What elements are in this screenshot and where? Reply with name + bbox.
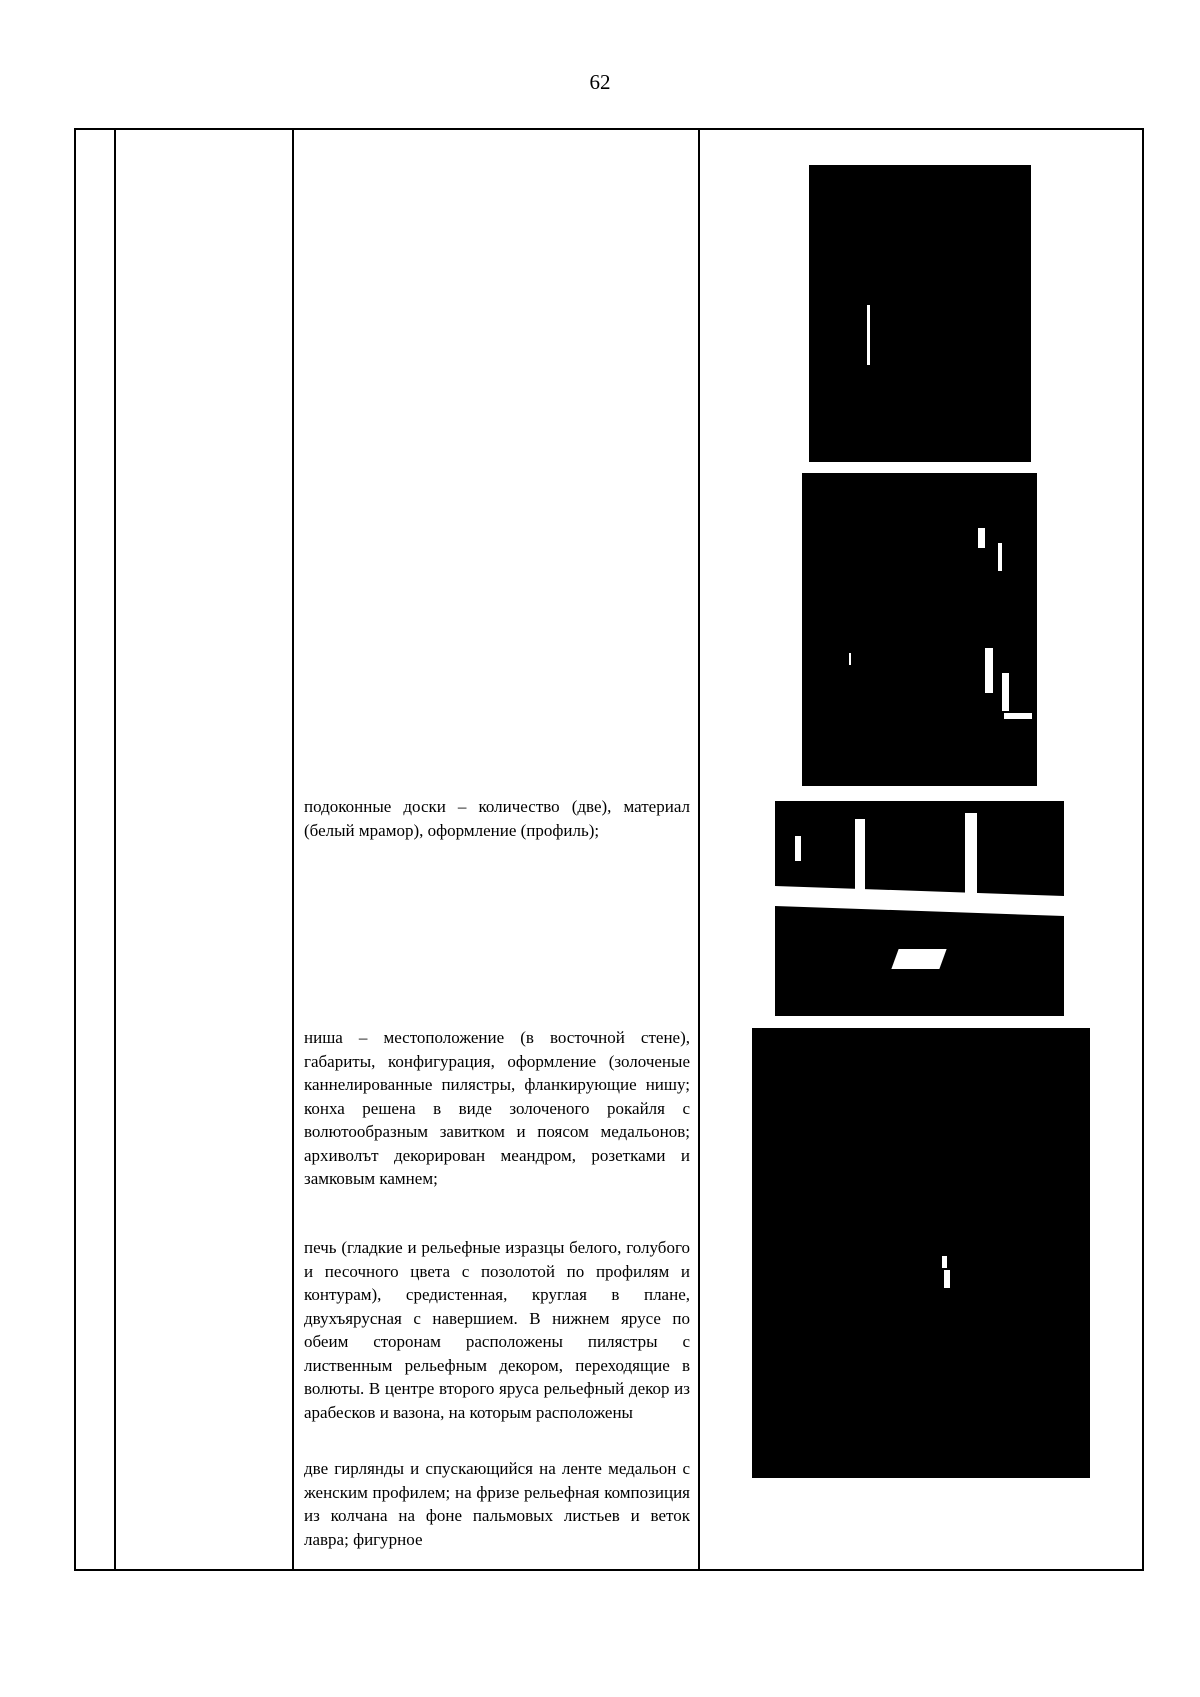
page-number: 62 [589, 70, 611, 94]
table-column-divider-3 [698, 128, 700, 1571]
photo-interior-2 [802, 473, 1037, 786]
niche-description: ниша – местоположение (в восточной стене), габариты, конфигурация, оформление (золоченые каннелированные пилястры, фланкирующие нишу; конха решена в виде золоченого рокайля с волютообразным завитком и поясом медальонов; архиволът декорирован меандром, розетками и замковым камнем; [304, 1028, 690, 1188]
table-column-divider-2 [292, 128, 294, 1571]
stove-description-continued: две гирлянды и спускающийся на ленте медальон с женским профилем; на фризе рельефная композиция из колчана на фоне пальмовых листьев и веток лавра; фигурное [304, 1459, 690, 1549]
photo-interior-1 [809, 165, 1031, 462]
window-sills-description: подоконные доски – количество (две), материал (белый мрамор), оформление (профиль); [304, 797, 690, 840]
photo-window-sills [775, 801, 1064, 1016]
photo-niche [752, 1028, 1090, 1478]
table-column-divider-1 [114, 128, 116, 1571]
stove-description: печь (гладкие и рельефные изразцы белого, голубого и песочного цвета с позолотой по профилям и контурам), средистенная, круглая в плане, двухъярусная с навершием. В нижнем ярусе по обеим сторонам расположены пилястры с лиственным рельефным декором, переходящие в волюты. В центре второго яруса рельефный декор из арабесков и вазона, на которым расположены [304, 1238, 690, 1422]
